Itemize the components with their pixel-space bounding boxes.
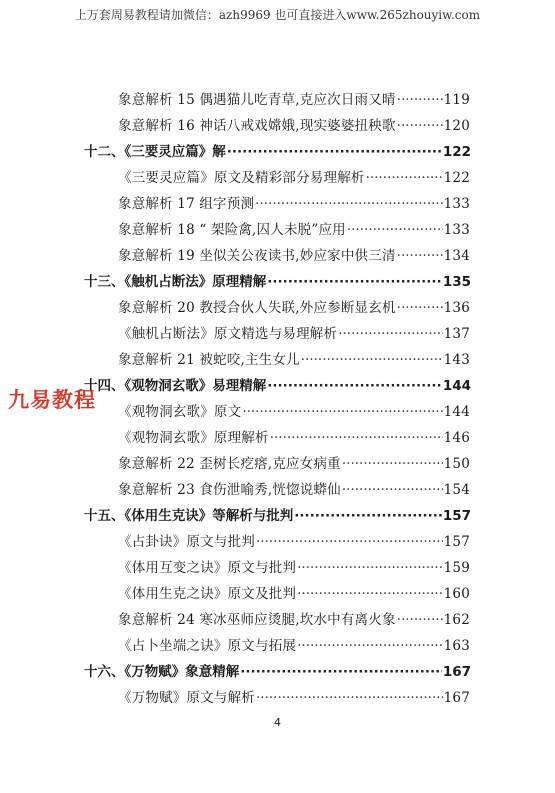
toc-entry-title: 《观物洞玄歌》原理解析 (118, 430, 269, 446)
toc-entry-title: 《占卜坐端之诀》原文与拓展 (118, 638, 297, 654)
toc-entry[interactable] (118, 582, 470, 602)
dot-leader (256, 534, 443, 550)
toc-entry[interactable] (118, 218, 470, 238)
toc-entry[interactable] (118, 88, 470, 108)
dot-leader (397, 300, 443, 316)
toc-entry-page: 133 (443, 222, 470, 238)
toc-section-heading[interactable] (84, 374, 471, 394)
dot-leader (342, 456, 443, 472)
toc-entry-title: 《占卦诀》原文与批判 (118, 534, 255, 550)
toc-section-title: 十三、《触机占断法》原理精解 (84, 274, 267, 290)
dot-leader (270, 430, 443, 446)
page-header: 上万套周易教程请加微信：azh9969 也可直接进入www.265zhouyiw.com (74, 8, 481, 22)
toc-entry-page: 157 (443, 534, 470, 550)
toc-section-page: 135 (442, 274, 471, 290)
toc-entry-page: 120 (443, 118, 470, 134)
dot-leader (338, 326, 442, 342)
toc-entry-page: 150 (443, 456, 470, 472)
toc-entry-title: 象意解析 16 神话八戒戏嫦娥,现实婆婆扭秧歌 (118, 118, 396, 134)
dot-leader (240, 664, 442, 680)
dot-leader (397, 92, 443, 108)
dot-leader (347, 222, 443, 238)
toc-entry-page: 163 (443, 638, 470, 654)
toc-entry-page: 144 (443, 404, 470, 420)
page-number: 4 (274, 716, 281, 729)
toc-entry-title: 《体用互变之诀》原文与批判 (118, 560, 297, 576)
toc-entry[interactable] (118, 296, 470, 316)
toc-entry-title: 象意解析 24 寒冰巫师应烫腿,坎水中有离火象 (118, 612, 396, 628)
toc-section-title: 十五、《体用生克诀》等解析与批判 (84, 508, 294, 524)
toc-entry-title: 《体用生克之诀》原文及批判 (118, 586, 297, 602)
toc-entry[interactable] (118, 452, 470, 472)
dot-leader (297, 560, 443, 576)
toc-section-page: 144 (442, 378, 471, 394)
toc-entry-page: 159 (443, 560, 470, 576)
toc-entry-page: 137 (443, 326, 470, 342)
toc-entry-page: 160 (443, 586, 470, 602)
toc-entry-title: 象意解析 21 被蛇咬,主生女儿 (118, 352, 300, 368)
toc-entry-page: 143 (443, 352, 470, 368)
toc-entry-page: 136 (443, 300, 470, 316)
dot-leader (267, 274, 442, 290)
toc-entry-page: 119 (443, 92, 470, 108)
toc-entry-page: 167 (443, 690, 470, 706)
dot-leader (294, 508, 442, 524)
toc-entry[interactable] (118, 400, 470, 420)
toc-entry[interactable] (118, 426, 470, 446)
dot-leader (342, 482, 443, 498)
toc-entry-page: 133 (443, 196, 470, 212)
toc-entry-title: 象意解析 17 组字预测 (118, 196, 255, 212)
dot-leader (242, 404, 442, 420)
dot-leader (397, 248, 443, 264)
toc-section-heading[interactable] (84, 660, 471, 680)
toc-entry-title: 象意解析 20 教授合伙人失联,外应参断显玄机 (118, 300, 396, 316)
toc-entry[interactable] (118, 244, 470, 264)
toc-entry-title: 象意解析 15 偶遇猫儿吃青草,克应次日雨又晴 (118, 92, 396, 108)
toc-section-title: 十六、《万物赋》象意精解 (84, 664, 240, 680)
dot-leader (227, 144, 442, 160)
dot-leader (267, 378, 442, 394)
toc-entry-page: 154 (443, 482, 470, 498)
toc-entry-title: 《触机占断法》原文精选与易理解析 (118, 326, 338, 342)
toc-section-heading[interactable] (84, 140, 471, 160)
toc-entry[interactable] (118, 634, 470, 654)
toc-section-title: 十二、《三要灵应篇》解 (84, 144, 226, 160)
toc-entry-page: 134 (443, 248, 470, 264)
toc-entry-title: 《三要灵应篇》原文及精彩部分易理解析 (118, 170, 365, 186)
dot-leader (397, 118, 443, 134)
toc-entry-title: 象意解析 23 食伤泄喻秀,恍惚说蟒仙 (118, 482, 341, 498)
toc-section-heading[interactable] (84, 270, 471, 290)
dot-leader (255, 196, 442, 212)
toc-entry-title: 象意解析 19 坐似关公夜读书,妙应家中供三清 (118, 248, 396, 264)
dot-leader (297, 638, 443, 654)
toc-section-title: 十四、《观物洞玄歌》易理精解 (84, 378, 267, 394)
dot-leader (297, 586, 443, 602)
toc-entry[interactable] (118, 348, 470, 368)
toc-entry[interactable] (118, 478, 470, 498)
toc-entry[interactable] (118, 166, 470, 186)
toc-entry[interactable] (118, 556, 470, 576)
dot-leader (366, 170, 443, 186)
toc-entry[interactable] (118, 686, 470, 706)
toc-entry[interactable] (118, 608, 470, 628)
toc-entry[interactable] (118, 192, 470, 212)
dot-leader (256, 690, 443, 706)
dot-leader (301, 352, 443, 368)
toc-entry-page: 146 (443, 430, 470, 446)
toc-entry[interactable] (118, 114, 470, 134)
toc-entry-page: 162 (443, 612, 470, 628)
toc-entry-title: 象意解析 22 歪树长疙瘩,克应女病重 (118, 456, 341, 472)
toc-entry-title: 《观物洞玄歌》原文 (118, 404, 242, 420)
toc-section-heading[interactable] (84, 504, 471, 524)
toc-entry-title: 象意解析 18 “ 架险禽,囚人未脱”应用 (118, 222, 346, 238)
toc-section-page: 157 (442, 508, 471, 524)
toc-entry[interactable] (118, 322, 470, 342)
toc-entry-title: 《万物赋》原文与解析 (118, 690, 255, 706)
toc-entry-page: 122 (443, 170, 470, 186)
toc-entry[interactable] (118, 530, 470, 550)
dot-leader (397, 612, 443, 628)
toc-section-page: 122 (442, 144, 471, 160)
watermark-logo: 九易教程 (8, 388, 96, 412)
toc-section-page: 167 (442, 664, 471, 680)
